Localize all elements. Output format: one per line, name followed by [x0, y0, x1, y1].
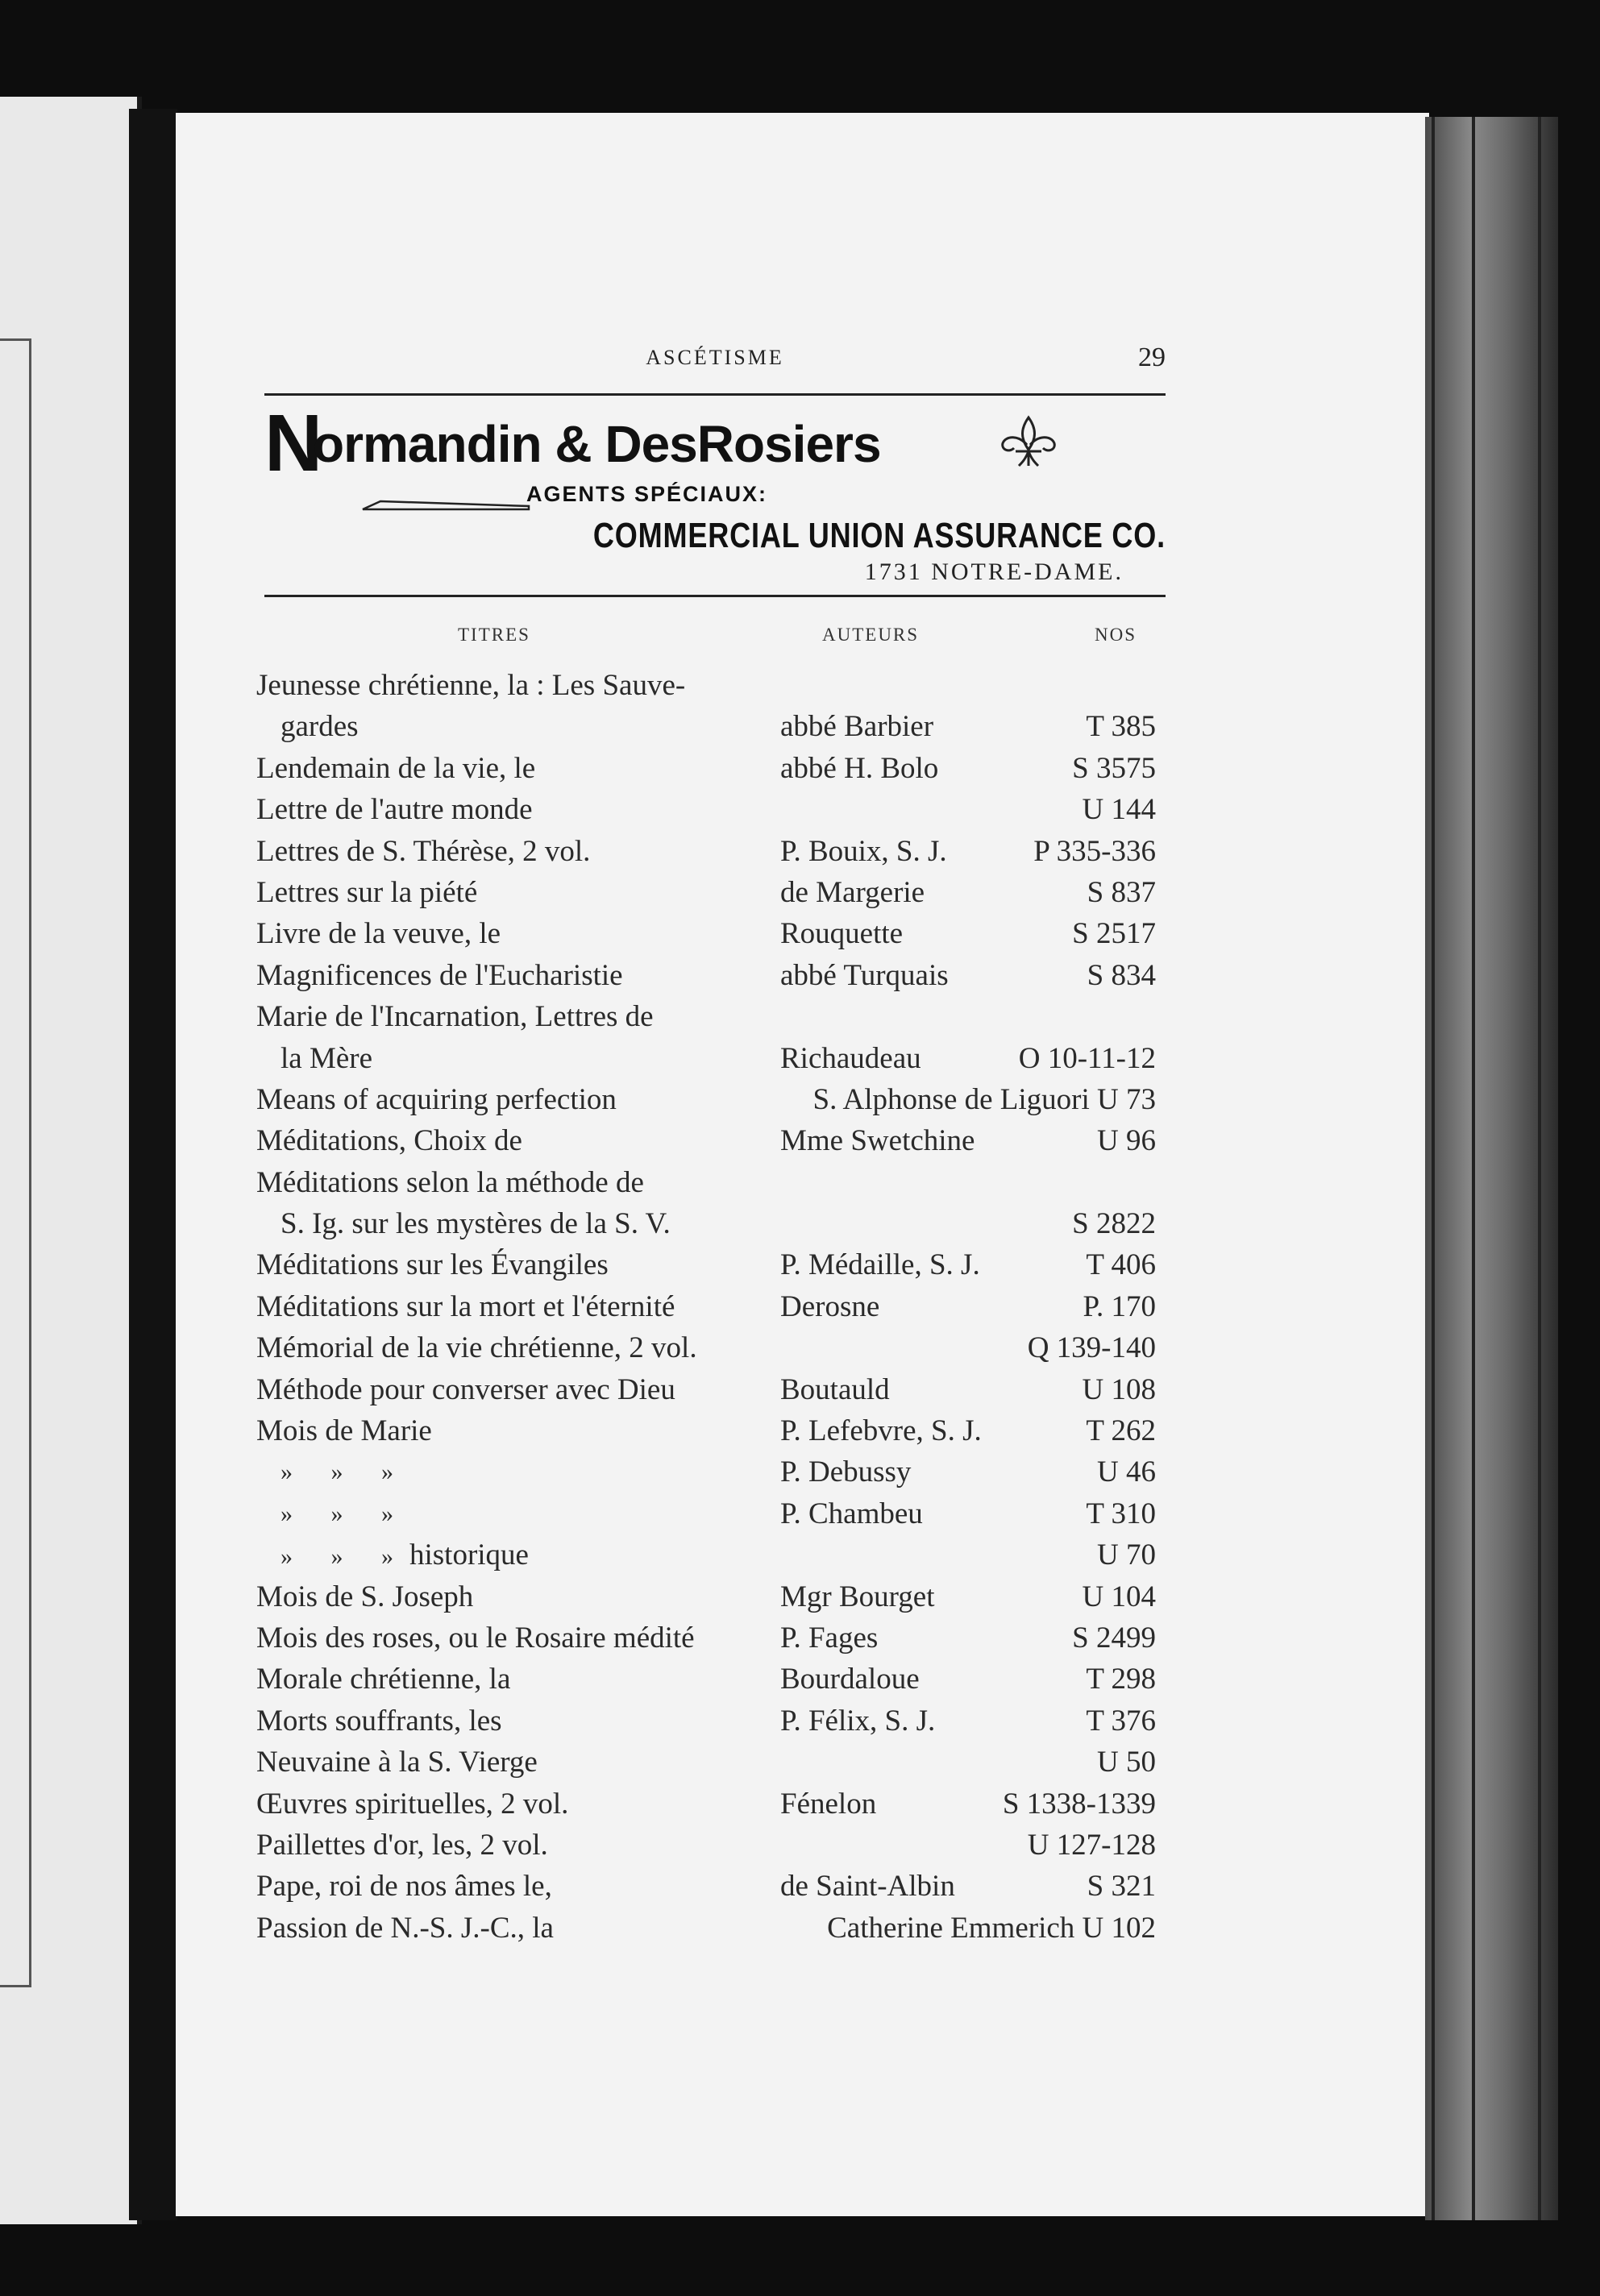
entry-author: Fénelon — [780, 1787, 877, 1821]
entry-author: Rouquette — [780, 917, 904, 951]
entry-number: S 321 — [1087, 1870, 1156, 1904]
entry-author: abbé Barbier — [780, 710, 934, 744]
entry-title: Méditations selon la méthode de — [256, 1165, 644, 1199]
advertisement — [264, 398, 1166, 588]
list-item — [256, 1410, 1167, 1451]
entry-title: Mois de Marie — [256, 1414, 432, 1448]
entry-title: Mois des roses, ou le Rosaire médité — [256, 1621, 695, 1655]
entry-title: la Mère — [281, 1041, 373, 1075]
entry-title: Marie de l'Incarnation, Lettres de — [256, 1000, 654, 1034]
entry-number: T 406 — [1086, 1248, 1156, 1282]
entry-title: Méditations sur la mort et l'éternité — [256, 1289, 675, 1323]
entry-author: Boutauld — [780, 1372, 890, 1406]
list-item — [256, 789, 1167, 830]
entry-number: S 1338-1339 — [1002, 1787, 1156, 1821]
list-item — [256, 1908, 1167, 1949]
entry-title: Lendemain de la vie, le — [256, 751, 536, 785]
facing-page-edge — [0, 97, 142, 2224]
ditto-marks: » » » historique — [281, 1538, 529, 1572]
entry-number: O 10-11-12 — [1018, 1041, 1156, 1075]
column-header-authors: AUTEURS — [822, 625, 920, 645]
entry-author: abbé H. Bolo — [780, 751, 939, 785]
entry-author: P. Chambeu — [780, 1497, 923, 1530]
entry-title: Neuvaine à la S. Vierge — [256, 1746, 538, 1779]
company-name: COMMERCIAL UNION ASSURANCE CO. — [592, 516, 1166, 555]
entry-author: P. Fages — [780, 1621, 879, 1655]
column-header-numbers: NOS — [1095, 625, 1137, 645]
entry-number: S 2499 — [1072, 1621, 1156, 1655]
entry-number: U 46 — [1097, 1455, 1156, 1489]
agents-label: AGENTS SPÉCIAUX: — [526, 482, 768, 506]
entry-number: U 70 — [1097, 1538, 1156, 1572]
list-item — [256, 1244, 1167, 1285]
list-item — [256, 831, 1167, 872]
entry-title: historique — [409, 1538, 529, 1572]
list-item — [256, 1327, 1167, 1368]
fleur-de-lis-icon — [996, 414, 1061, 471]
entry-number: T 262 — [1086, 1414, 1156, 1448]
section-title: ASCÉTISME — [646, 346, 784, 369]
list-item — [256, 1120, 1167, 1161]
entry-author: P. Félix, S. J. — [780, 1704, 936, 1738]
list-item — [256, 665, 1167, 706]
entry-number: U 127-128 — [1027, 1828, 1156, 1862]
entry-number: U 144 — [1082, 793, 1156, 827]
running-head — [264, 343, 1166, 375]
entry-number: S 834 — [1087, 958, 1156, 992]
list-item — [256, 1493, 1167, 1534]
ditto-marks: » » » — [281, 1500, 393, 1527]
entry-author: P. Médaille, S. J. — [780, 1248, 980, 1282]
ad-bottom-rule — [264, 595, 1166, 597]
entry-number: S 3575 — [1072, 751, 1156, 785]
page-number: 29 — [1138, 343, 1166, 372]
entry-title: Paillettes d'or, les, 2 vol. — [256, 1828, 548, 1862]
entry-author: Mgr Bourget — [780, 1580, 935, 1613]
entry-title: Magnificences de l'Eucharistie — [256, 958, 623, 992]
page-stack-edge — [1425, 117, 1558, 2220]
list-item — [256, 748, 1167, 789]
list-item — [256, 955, 1167, 996]
entry-title: Passion de N.-S. J.-C., la — [256, 1911, 554, 1945]
book-binding — [129, 109, 177, 2220]
list-item — [256, 1038, 1167, 1079]
entry-title: Morts souffrants, les — [256, 1704, 502, 1738]
entry-number: U 108 — [1082, 1372, 1156, 1406]
list-item — [256, 1742, 1167, 1783]
list-item — [256, 1617, 1167, 1659]
list-item — [256, 1369, 1167, 1410]
list-item — [256, 1825, 1167, 1866]
entry-author: P. Bouix, S. J. — [780, 834, 947, 868]
entry-title: Mémorial de la vie chrétienne, 2 vol. — [256, 1331, 697, 1365]
list-item — [256, 1700, 1167, 1742]
entry-title: Pape, roi de nos âmes le, — [256, 1870, 552, 1904]
column-header-titles: TITRES — [458, 625, 530, 645]
entry-number: P 335-336 — [1033, 834, 1156, 868]
entry-number: P. 170 — [1083, 1289, 1156, 1323]
entry-title: Œuvres spirituelles, 2 vol. — [256, 1787, 569, 1821]
entry-author: Richaudeau — [780, 1041, 921, 1075]
entry-author: P. Lefebvre, S. J. — [780, 1414, 982, 1448]
entry-number: S 2517 — [1072, 917, 1156, 951]
list-item — [256, 1451, 1167, 1493]
entry-number: T 376 — [1086, 1704, 1156, 1738]
entry-title: gardes — [281, 710, 359, 744]
entry-title: Means of acquiring perfection — [256, 1082, 617, 1116]
entry-author-number: Catherine Emmerich U 102 — [827, 1911, 1156, 1945]
entry-number: U 96 — [1097, 1124, 1156, 1158]
entry-title: Livre de la veuve, le — [256, 917, 501, 951]
entry-title: Méthode pour converser avec Dieu — [256, 1372, 675, 1406]
list-item — [256, 1659, 1167, 1700]
entry-author: Derosne — [780, 1289, 880, 1323]
list-item — [256, 1203, 1167, 1244]
catalogue-entries — [256, 665, 1167, 1949]
entry-title: Lettres de S. Thérèse, 2 vol. — [256, 834, 591, 868]
entry-number: T 310 — [1086, 1497, 1156, 1530]
entry-author: abbé Turquais — [780, 958, 949, 992]
entry-author: Mme Swetchine — [780, 1124, 975, 1158]
list-item — [256, 1866, 1167, 1907]
entry-number: U 104 — [1082, 1580, 1156, 1613]
list-item — [256, 1576, 1167, 1617]
entry-number: Q 139-140 — [1027, 1331, 1156, 1365]
entry-number: S 837 — [1087, 875, 1156, 909]
ditto-marks: » » » — [281, 1459, 393, 1486]
list-item — [256, 706, 1167, 747]
entry-author: de Margerie — [780, 875, 925, 909]
company-address: 1731 NOTRE-DAME. — [864, 558, 1124, 585]
entry-title: Mois de S. Joseph — [256, 1580, 474, 1613]
entry-author: P. Debussy — [780, 1455, 912, 1489]
entry-title: Lettres sur la piété — [256, 875, 478, 909]
decorative-wedge — [361, 500, 530, 511]
entry-number: U 50 — [1097, 1746, 1156, 1779]
list-item — [256, 872, 1167, 913]
brand-initial: N — [264, 398, 323, 488]
entry-number: T 298 — [1086, 1663, 1156, 1696]
entry-title: Jeunesse chrétienne, la : Les Sauve- — [256, 669, 686, 702]
brand-name: ormandin & DesRosiers — [313, 415, 881, 473]
list-item — [256, 1162, 1167, 1203]
entry-author-number: S. Alphonse de Liguori U 73 — [812, 1082, 1156, 1116]
list-item — [256, 1079, 1167, 1120]
entry-title: Méditations sur les Évangiles — [256, 1248, 609, 1282]
top-rule — [264, 393, 1166, 396]
list-item — [256, 1534, 1167, 1576]
entry-number: T 385 — [1086, 710, 1156, 744]
facing-page-frame — [0, 338, 31, 1987]
entry-author: Bourdaloue — [780, 1663, 920, 1696]
entry-title: Morale chrétienne, la — [256, 1663, 511, 1696]
list-item — [256, 1286, 1167, 1327]
entry-title: Lettre de l'autre monde — [256, 793, 533, 827]
entry-title: Méditations, Choix de — [256, 1124, 522, 1158]
entry-number: S 2822 — [1072, 1207, 1156, 1241]
list-item — [256, 913, 1167, 954]
entry-title: S. Ig. sur les mystères de la S. V. — [281, 1207, 671, 1241]
entry-author: de Saint-Albin — [780, 1870, 955, 1904]
list-item — [256, 996, 1167, 1037]
list-item — [256, 1783, 1167, 1825]
